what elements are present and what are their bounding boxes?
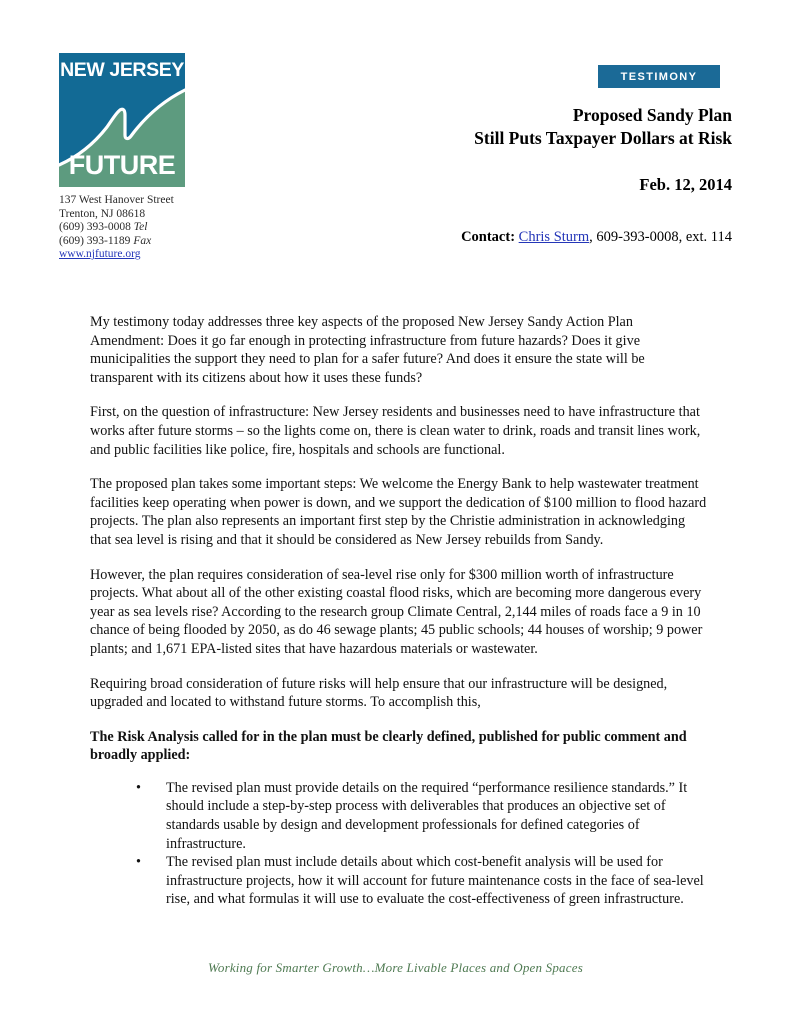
paragraph-4: However, the plan requires consideration of sea-level rise only for $300 million worth of infrastructure projects. What about all of the other existing coastal flood risks, which are becoming more dangerous every year as sea levels rise? According to the research group Climate Central, 2,144 miles of roads face a 9 in 10 chance of being flooded by 2050, as do 46 sewage plants; 45 public schools; 44 houses of worship; 9 power plants; and 1,671 EPA-listed sites that have hazardous materials or wastewater.: [90, 566, 703, 657]
bullet-icon: •: [136, 779, 141, 796]
list-item-text: The revised plan must provide details on the required “performance resilience standards.” It should include a step-by-step process with deliverables that produces an objective set of standards usable by design and development professionals for defined categories of infrastructure.: [166, 779, 688, 852]
paragraph-1: My testimony today addresses three key aspects of the proposed New Jersey Sandy Action Plan Amendment: Does it go far enough in protecting infrastructure from future hazards? Does it give municipalities the support they need to plan for a safer future? And does it ensure the state will be transparent with its citizens about how it uses these funds?: [90, 314, 645, 386]
document-date: Feb. 12, 2014: [639, 175, 732, 194]
telephone-label: Tel: [133, 221, 148, 234]
fax-number: (609) 393-1189: [59, 234, 131, 247]
logo-text-future: FUTURE: [68, 150, 176, 180]
testimony-banner: TESTIMONY: [598, 65, 720, 88]
fax-label: Fax: [133, 234, 152, 247]
address-city-state-zip: Trenton, NJ 08618: [59, 207, 146, 220]
footer-tagline: Working for Smarter Growth…More Livable Places and Open Spaces: [208, 960, 583, 975]
bullet-icon: •: [136, 854, 141, 871]
title-line-1: Proposed Sandy Plan: [572, 105, 732, 125]
contact-label: Contact:: [461, 229, 516, 245]
paragraph-3: The proposed plan takes some important steps: We welcome the Energy Bank to help wastewater treatment facilities keep operating when power is down, and we support the dedication of $100 million to flood hazard projects. The plan also represents an important first step by the Christie administration in acknowledging that sea level is rising and that it should be considered as New Jersey rebuilds from Sandy.: [90, 476, 707, 548]
document-header: [0, 0, 791, 280]
address-street: 137 West Hanover Street: [59, 194, 174, 206]
logo-mark: [59, 53, 185, 187]
section-heading-risk-analysis: The Risk Analysis called for in the plan must be clearly defined, published for public comment and broadly applied:: [90, 728, 687, 764]
address-fax: [59, 235, 289, 249]
contact-email-link[interactable]: Chris Sturm: [518, 229, 590, 245]
list-item: [90, 853, 707, 909]
logo-text-new-jersey: NEW JERSEY: [60, 59, 184, 81]
telephone-number: (609) 393-0008: [59, 221, 131, 234]
document-body: [90, 313, 707, 909]
organization-address-block: [59, 194, 289, 262]
list-item: [90, 779, 707, 853]
contact-phone-text: , 609-393-0008, ext. 114: [589, 229, 732, 245]
organization-logo: [59, 53, 185, 187]
page-title: [474, 104, 732, 150]
list-item-text: The revised plan must include details about which cost-benefit analysis will be used for infrastructure projects, how it will account for future maintenance costs in the face of sea-level rise, and what formulas it will use to evaluate the cost-effectiveness of green infrastructure.: [166, 854, 704, 908]
title-line-2: Still Puts Taxpayer Dollars at Risk: [474, 128, 732, 148]
recommendations-list: [90, 779, 707, 909]
address-website-line: [59, 248, 289, 262]
paragraph-5: Requiring broad consideration of future risks will help ensure that our infrastructure will be designed, upgraded and located to withstand future storms. To accomplish this,: [90, 675, 668, 711]
contact-line: [461, 229, 732, 246]
address-telephone: [59, 221, 289, 235]
paragraph-2: First, on the question of infrastructure: New Jersey residents and businesses need to have infrastructure that works after future storms – so the lights come on, there is clean water to drink, roads and transit lines work, and public facilities like police, fire, hospitals and schools are functional.: [90, 404, 701, 458]
website-link[interactable]: www.njfuture.org: [59, 248, 141, 261]
